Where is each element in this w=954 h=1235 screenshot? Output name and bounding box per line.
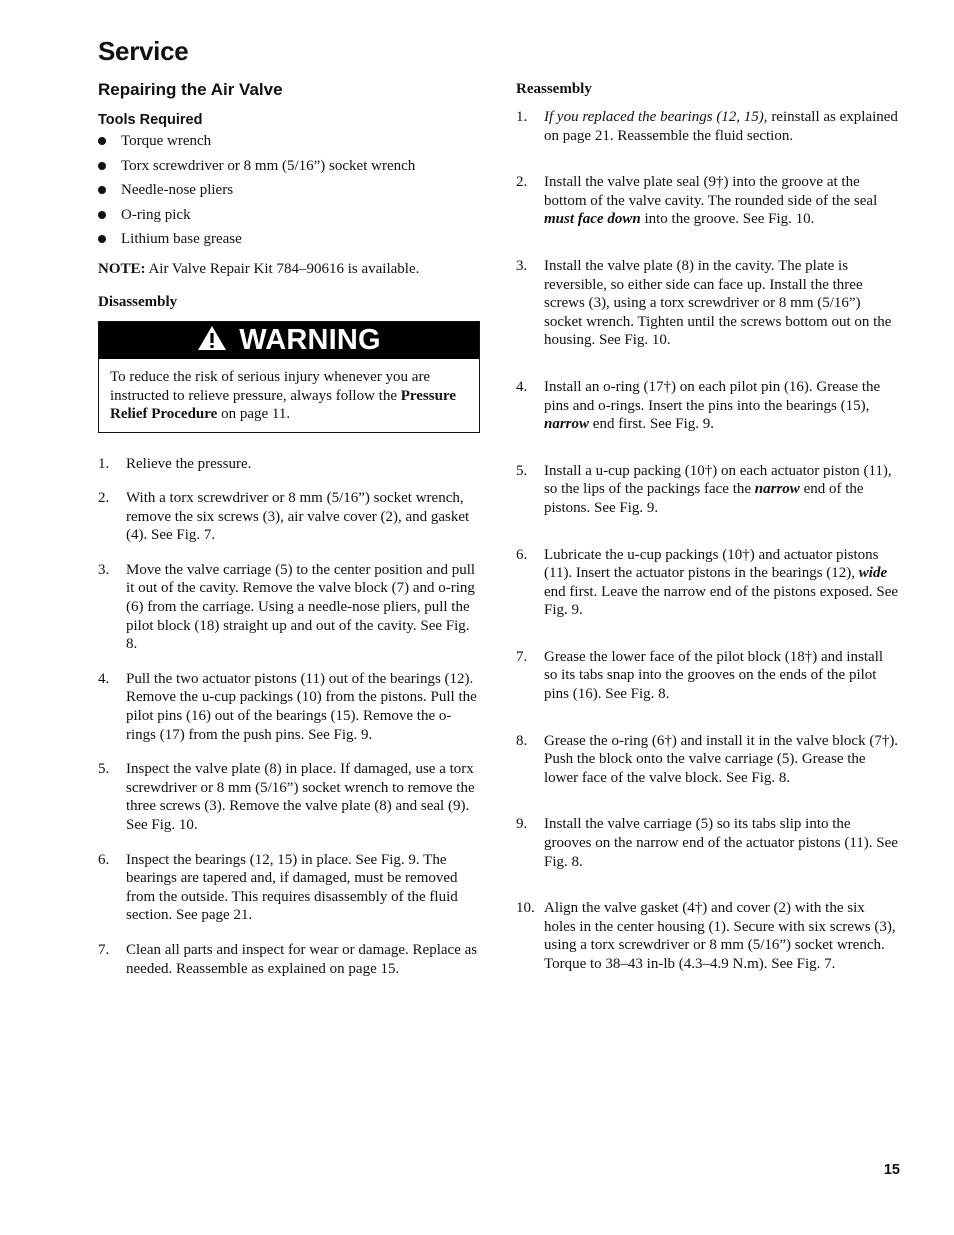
list-item: 10. Align the valve gasket (4†) and cover (2) with the six holes in the center housing (1). Secure with six screws (3), using a torx screwdriver or 8 mm (5/16”) socket wrench. Torque to 38–43 in-lb (4.3–4.9 N.m). See Fig. 7. xyxy=(516,900,896,972)
list-item: 3. Install the valve plate (8) in the cavity. The plate is reversible, so either side can face up. Install the three screws (3), using a torx screwdriver or 8 mm (5/16”) socket wrench. Tighten until the screws bottom out on the housing. See Fig. 10. xyxy=(516,257,892,349)
tools-heading: Tools Required xyxy=(98,112,203,128)
bullet-icon xyxy=(98,235,106,243)
warning-triangle-icon xyxy=(197,325,227,356)
list-item: 7. Grease the lower face of the pilot block (18†) and install so its tabs snap into the grooves on the ends of the pilot pins (16). See Fig. 8. xyxy=(516,648,884,703)
list-item: 3. Move the valve carriage (5) to the center position and pull it out of the cavity. Remove the valve block (7) and o-ring (6) from the carriage. Using a needle-nose pliers, pull the pilot block (18) straight up and out of the cavity. See Fig. 8. xyxy=(98,561,476,653)
list-item: 7. Clean all parts and inspect for wear or damage. Replace as needed. Reassemble as explained on page 15. xyxy=(98,941,478,977)
note-label: NOTE: xyxy=(98,261,146,277)
warning-title: WARNING xyxy=(239,324,381,356)
list-item: 2. With a torx screwdriver or 8 mm (5/16”) socket wrench, remove the six screws (3), air valve cover (2), and gasket (4). See Fig. 7. xyxy=(98,490,470,544)
list-item: 5. Inspect the valve plate (8) in place. If damaged, use a torx screwdriver or 8 mm (5/16”) socket wrench to remove the three screws (3). Remove the valve plate (8) and seal (9). See Fig. 10. xyxy=(98,761,475,833)
bullet-icon xyxy=(98,137,106,145)
reassembly-heading: Reassembly xyxy=(516,81,592,97)
list-item: 8. Grease the o-ring (6†) and install it in the valve block (7†). Push the block onto the valve carriage (5). Grease the lower face of the valve block. See Fig. 8. xyxy=(516,732,899,786)
warning-text: To reduce the risk of serious injury whenever you are instructed to relieve pressure, always follow the Pressure Relief Procedure on page 11. xyxy=(110,369,457,422)
right-column xyxy=(516,80,900,974)
warning-box xyxy=(98,321,480,433)
list-item: 1. Relieve the pressure. xyxy=(98,455,252,472)
page-title: Service xyxy=(98,36,189,66)
bullet-icon xyxy=(98,211,106,219)
disassembly-heading: Disassembly xyxy=(98,294,178,310)
list-item: 6. Inspect the bearings (12, 15) in place. See Fig. 9. The bearings are tapered and, if damaged, must be removed from the outside. This requires disassembly of the fluid section. See page 21. xyxy=(98,851,458,924)
note-text: Air Valve Repair Kit 784–90616 is available. xyxy=(145,261,420,277)
list-item: 4. Pull the two actuator pistons (11) out of the bearings (12). Remove the u-cup packings (10) from the pistons. Pull the pilot pins (16) out of the bearings (15). Remove the o-rings (17) from the push pins. See Fig. 9. xyxy=(98,670,477,743)
list-item: 4. Install an o-ring (17†) on each pilot pin (16). Grease the pins and o-rings. Insert the pins into the bearings (15), narrow end first. See Fig. 9. xyxy=(516,378,881,433)
note xyxy=(98,260,480,278)
tool-item: Needle-nose pliers xyxy=(98,181,480,199)
bullet-icon xyxy=(98,186,106,194)
reassembly-steps xyxy=(516,108,900,974)
list-item: 1. If you replaced the bearings (12, 15), reinstall as explained on page 21. Reassemble the fluid section. xyxy=(516,109,898,144)
tool-item: O-ring pick xyxy=(98,206,480,224)
list-item: 6. Lubricate the u-cup packings (10†) and actuator pistons (11). Insert the actuator pistons in the bearings (12), wide end first. Leave the narrow end of the pistons exposed. See Fig. 9. xyxy=(516,546,899,619)
tool-item: Torque wrench xyxy=(98,132,480,150)
warning-header xyxy=(99,322,479,359)
page-number: 15 xyxy=(883,1162,900,1178)
left-column xyxy=(98,80,480,994)
section-heading: Repairing the Air Valve xyxy=(98,80,283,99)
tool-item: Torx screwdriver or 8 mm (5/16”) socket wrench xyxy=(98,157,480,175)
list-item: 9. Install the valve carriage (5) so its tabs slip into the grooves on the narrow end of the actuator pistons (11). See Fig. 8. xyxy=(516,816,898,870)
list-item: 2. Install the valve plate seal (9†) into the groove at the bottom of the valve cavity. The rounded side of the seal must face down into the groove. See Fig. 10. xyxy=(516,174,878,228)
bullet-icon xyxy=(98,162,106,170)
list-item: 5. Install a u-cup packing (10†) on each actuator piston (11), so the lips of the packings face the narrow end of the pistons. See Fig. 9. xyxy=(516,462,892,516)
tool-item: Lithium base grease xyxy=(98,230,480,248)
disassembly-steps xyxy=(98,455,480,979)
tools-list xyxy=(98,132,480,248)
